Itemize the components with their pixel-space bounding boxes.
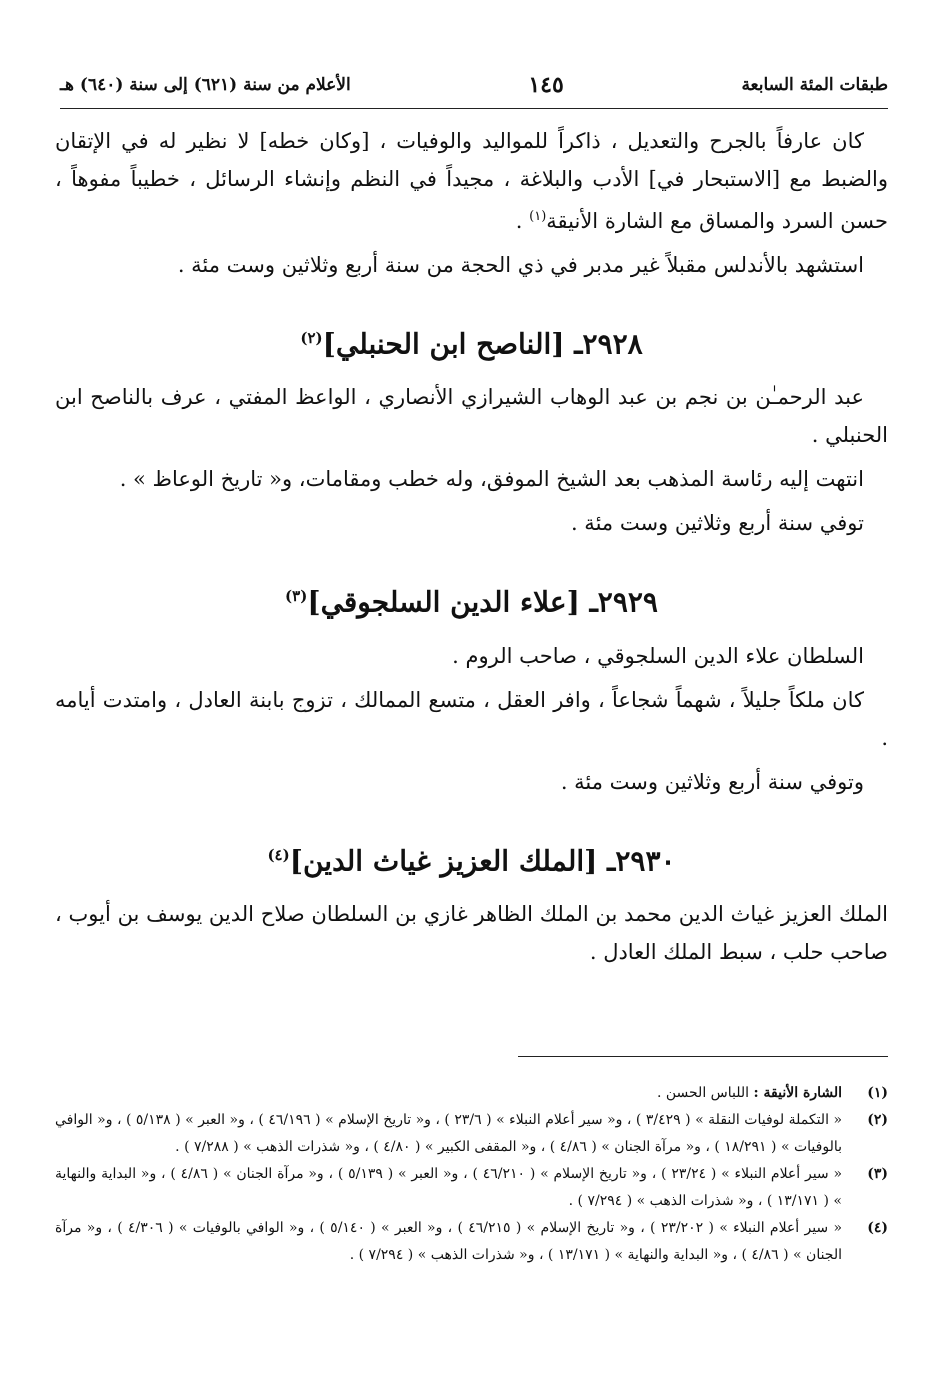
entry-2930-paragraph: الملك العزيز غياث الدين محمد بن الملك الظاهر غازي بن السلطان صلاح الدين يوسف بن أيوب ، صاحب حلب ، سبط الملك العادل . (55, 901, 888, 964)
footnote-ref-3: (٣) (285, 587, 308, 606)
entry-2929-paragraph: وتوفي سنة أربع وثلاثين وست مئة . (560, 769, 864, 794)
entry-title-2930: ٢٩٣٠ـ [الملك العزيز غياث الدين]$^{(٤)}$ (267, 843, 676, 877)
footnotes (55, 1080, 888, 1269)
page-number: ١٤٥ (528, 72, 564, 98)
footnote-number: (٢) (867, 1112, 888, 1128)
footnote-2 (55, 1107, 888, 1161)
continuation-paragraph-2: استشهد بالأندلس مقبلاً غير مدبر في ذي الحجة من سنة أربع وثلاثين وست مئة . (177, 253, 864, 277)
footnote-text: « سير أعلام النبلاء » ( ٢٣/٢٤ ) ، و« تاريخ الإسلام » ( ٤٦/٢١٠ ) ، و« العبر » ( ٥/١٣٩ ) ، و« مرآة الجنان » ( ٤/٨٦ ) ، و« البداية والنهاية » ( ١٣/١٧١ ) ، و« شذرات الذهب » ( ٧/٢٩٤ ) . (55, 1166, 843, 1209)
footnote-divider (518, 1056, 888, 1057)
entry-2929-paragraph: السلطان علاء الدين السلجوقي ، صاحب الروم . (452, 643, 864, 668)
entry-title-2929: ٢٩٢٩ـ [علاء الدين السلجوقي]$^{(٣)}$ (285, 585, 658, 619)
main-text (55, 122, 888, 977)
header-year-range: الأعلام من سنة (٦٢١) إلى سنة (٦٤٠) هـ (60, 75, 351, 95)
header-section-title: طبقات المئة السابعة (741, 75, 888, 95)
footnote-text: « التكملة لوفيات النقلة » ( ٣/٤٢٩ ) ، و« سير أعلام النبلاء » ( ٢٣/٦ ) ، و« تاريخ الإسلام » ( ٤٦/١٩٦ ) ، و« العبر » ( ٥/١٣٨ ) ، و« الوافي بالوفيات » ( ١٨/٢٩١ ) ، و« مرآة الجنان » ( ٤/٨٦ ) ، و« المقفى الكبير » ( ٤/٨٠ ) ، و« شذرات الذهب » ( ٧/٢٨٨ ) . (55, 1112, 843, 1155)
footnote-ref-2: (٢) (300, 329, 323, 347)
entry-2928-paragraph: توفي سنة أربع وثلاثين وست مئة . (570, 511, 864, 536)
footnote-text: اللباس الحسن . (656, 1085, 754, 1101)
footnote-number: (١) (867, 1085, 888, 1101)
footnote-number: (٤) (867, 1220, 888, 1236)
entry-2929-paragraph: كان ملكاً جليلاً ، شهماً شجاعاً ، وافر العقل ، متسع الممالك ، تزوج بابنة العادل ، وامتدت أيامه . (55, 687, 888, 750)
footnote-4 (55, 1215, 888, 1269)
footnote-text: « سير أعلام النبلاء » ( ٢٣/٢٠٢ ) ، و« تاريخ الإسلام » ( ٤٦/٢١٥ ) ، و« العبر » ( ٥/١٤٠ ) ، و« الوافي بالوفيات » ( ٤/٣٠٦ ) ، و« مرآة الجنان » ( ٤/٨٦ ) ، و« البداية والنهاية » ( ١٣/١٧١ ) ، و« شذرات الذهب » ( ٧/٢٩٤ ) . (55, 1220, 843, 1263)
footnote-3 (55, 1161, 888, 1215)
footnote-1 (55, 1080, 888, 1107)
footnote-ref-4: (٤) (267, 845, 290, 864)
entry-2928-paragraph: انتهت إليه رئاسة المذهب بعد الشيخ الموفق، وله خطب ومقامات، و« تاريخ الوعاظ » . (119, 467, 864, 492)
footnote-number: (٣) (867, 1166, 888, 1182)
footnote-term: الشارة الأنيقة : (753, 1085, 842, 1101)
running-header (60, 62, 888, 109)
entry-2928-paragraph: عبد الرحمـٰن بن نجم بن عبد الوهاب الشيرازي الأنصاري ، الواعظ المفتي ، عرف بالناصح ابن الحنبلي . (55, 385, 888, 448)
footnote-ref-1: (١) (529, 209, 547, 224)
continuation-paragraph-1: كان عارفاً بالجرح والتعديل ، ذاكراً للمواليد والوفيات ، [وكان خطه] لا نظير له في الإتقان والضبط مع [الاستبحار في] الأدب والبلاغة ، مجيداً في النظم وإنشاء الرسائل ، خطيباً مفوهاً ، حسن السرد والمساق مع الشارة الأنيقة$^{(١)}$ . (55, 129, 888, 233)
entry-title-2928: ٢٩٢٨ـ [الناصح ابن الحنبلي]$^{(٢)}$ (300, 327, 643, 361)
